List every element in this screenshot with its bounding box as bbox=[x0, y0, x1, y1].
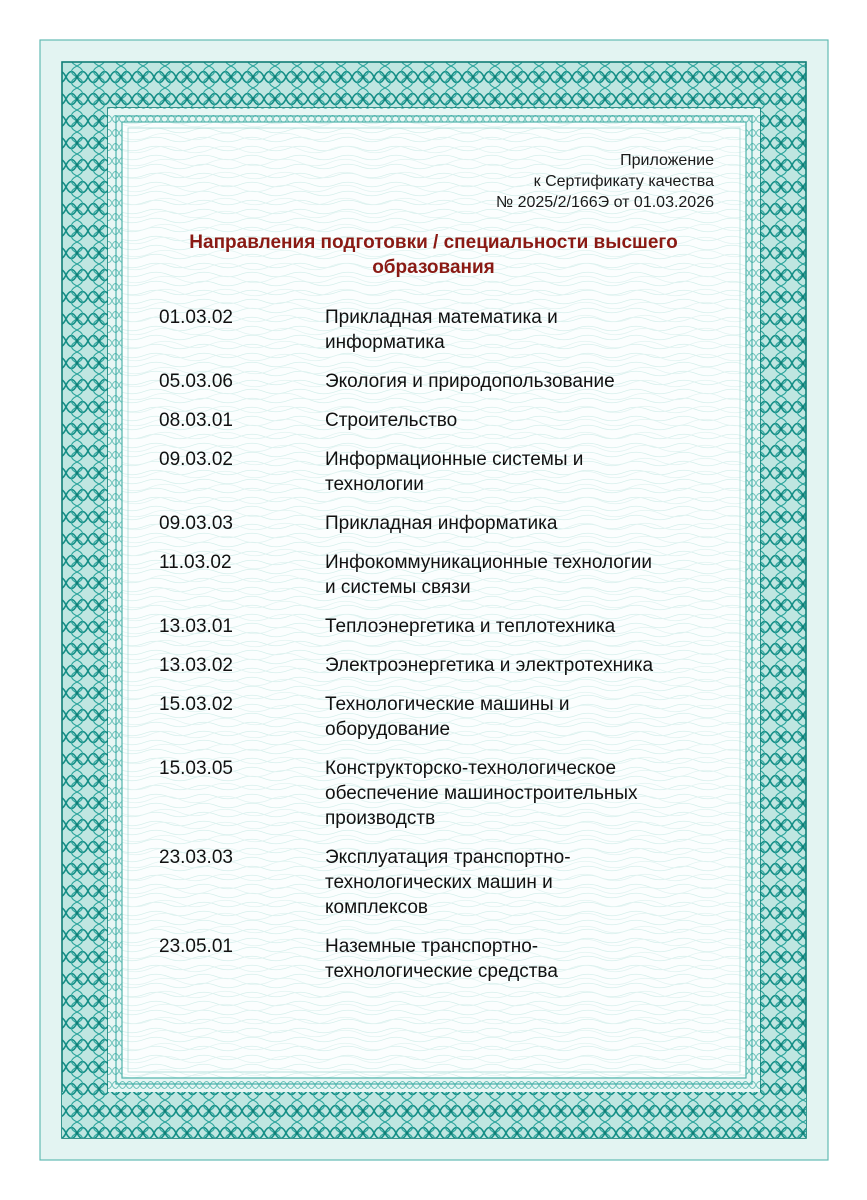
appendix-label: Приложение bbox=[620, 152, 714, 169]
appendix-certificate-ref: к Сертификату качества bbox=[533, 173, 714, 190]
program-name bbox=[325, 369, 719, 394]
certificate-appendix bbox=[128, 134, 739, 1049]
program-name-line: Экология и природопользование bbox=[325, 371, 615, 392]
program-name-line: Наземные транспортно- bbox=[325, 936, 539, 957]
list-item bbox=[159, 511, 719, 536]
list-item bbox=[159, 845, 719, 920]
program-name-line: обеспечение машиностроительных bbox=[325, 783, 638, 804]
page-title bbox=[128, 230, 739, 280]
program-name bbox=[325, 845, 719, 920]
program-code: 05.03.06 bbox=[159, 371, 233, 392]
list-item bbox=[159, 305, 719, 355]
list-item bbox=[159, 934, 719, 984]
program-code: 13.03.01 bbox=[159, 616, 233, 637]
program-name-line: информатика bbox=[325, 332, 445, 353]
program-code: 09.03.03 bbox=[159, 513, 233, 534]
program-name-line: технологических машин и bbox=[325, 872, 553, 893]
appendix-header bbox=[496, 150, 714, 213]
program-name-line: Прикладная информатика bbox=[325, 513, 558, 534]
program-name-line: Эксплуатация транспортно- bbox=[325, 847, 571, 868]
appendix-certificate-number: № 2025/2/166Э от 01.03.2026 bbox=[495, 194, 714, 211]
program-code: 23.03.03 bbox=[159, 847, 233, 868]
program-name-line: Прикладная математика и bbox=[325, 307, 558, 328]
program-name bbox=[325, 934, 719, 984]
program-name bbox=[325, 614, 719, 639]
list-item bbox=[159, 692, 719, 742]
program-name bbox=[325, 447, 719, 497]
program-code: 13.03.02 bbox=[159, 655, 233, 676]
program-name-line: Теплоэнергетика и теплотехника bbox=[325, 616, 616, 637]
list-item bbox=[159, 653, 719, 678]
program-code: 15.03.02 bbox=[159, 694, 233, 715]
program-name-line: Конструкторско-технологическое bbox=[325, 758, 617, 779]
program-code: 11.03.02 bbox=[159, 552, 232, 573]
program-name bbox=[325, 511, 719, 536]
page-title-line-2: образования bbox=[372, 257, 495, 278]
list-item bbox=[159, 614, 719, 639]
list-item bbox=[159, 550, 719, 600]
program-name-line: оборудование bbox=[325, 719, 451, 740]
program-name-line: Строительство bbox=[325, 410, 458, 431]
program-name-line: Технологические машины и bbox=[325, 694, 570, 715]
program-name bbox=[325, 305, 719, 355]
program-name bbox=[325, 692, 719, 742]
program-name bbox=[325, 550, 719, 600]
program-name-line: технологии bbox=[325, 474, 424, 495]
program-name bbox=[325, 653, 719, 678]
program-name-line: комплексов bbox=[325, 897, 428, 918]
program-name bbox=[325, 408, 719, 433]
program-code: 23.05.01 bbox=[159, 936, 233, 957]
program-code: 08.03.01 bbox=[159, 410, 233, 431]
program-name bbox=[325, 756, 719, 831]
program-name-line: Электроэнергетика и электротехника bbox=[325, 655, 654, 676]
list-item bbox=[159, 756, 719, 831]
page-title-line-1: Направления подготовки / специальности высшего bbox=[189, 232, 678, 253]
list-item bbox=[159, 369, 719, 394]
program-name-line: производств bbox=[325, 808, 436, 829]
program-code: 01.03.02 bbox=[159, 307, 233, 328]
list-item bbox=[159, 447, 719, 497]
list-item bbox=[159, 408, 719, 433]
program-code: 09.03.02 bbox=[159, 449, 233, 470]
program-list bbox=[159, 305, 719, 998]
program-name-line: и системы связи bbox=[325, 577, 471, 598]
program-name-line: Информационные системы и bbox=[325, 449, 584, 470]
program-name-line: Инфокоммуникационные технологии bbox=[325, 552, 653, 573]
program-code: 15.03.05 bbox=[159, 758, 233, 779]
program-name-line: технологические средства bbox=[325, 961, 558, 982]
